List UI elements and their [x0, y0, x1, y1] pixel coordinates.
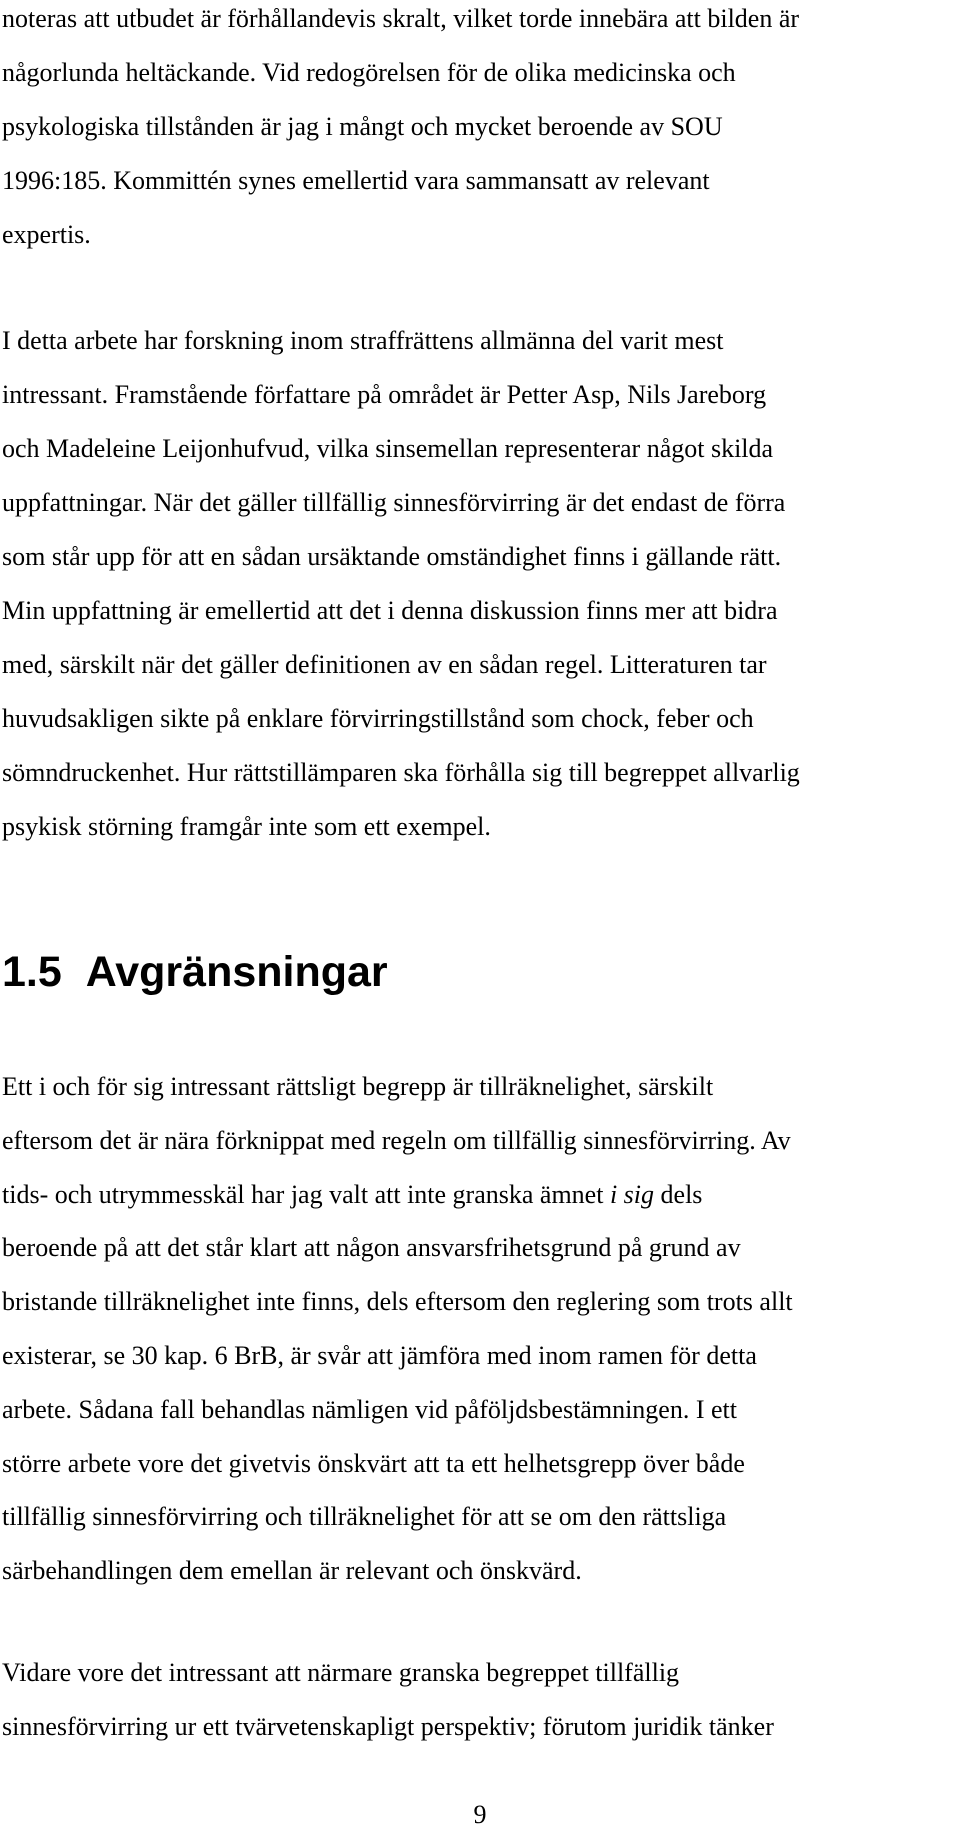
text-segment: dels — [654, 1179, 703, 1209]
text-line: med, särskilt när det gäller definitionen av en sådan regel. Litteraturen tar — [2, 650, 767, 679]
text-line: Min uppfattning är emellertid att det i denna diskussion finns mer att bidra — [2, 596, 778, 625]
italic-term: i sig — [609, 1179, 655, 1209]
paragraph-research — [2, 314, 952, 854]
text-line: huvudsakligen sikte på enklare förvirringstillstånd som chock, feber och — [2, 704, 754, 733]
text-line: intressant. Framstående författare på området är Petter Asp, Nils Jareborg — [2, 380, 767, 409]
paragraph-further — [2, 1646, 952, 1754]
text-line: noteras att utbudet är förhållandevis skralt, vilket torde innebära att bilden är — [2, 4, 800, 33]
text-line: beroende på att det står klart att någon ansvarsfrihetsgrund på grund av — [2, 1233, 741, 1263]
text-line: som står upp för att en sådan ursäktande omständighet finns i gällande rätt. — [2, 542, 782, 571]
paragraph-intro-continued — [2, 0, 952, 262]
text-line: existerar, se 30 kap. 6 BrB, är svår att jämföra med inom ramen för detta — [2, 1340, 757, 1370]
text-line: expertis. — [2, 220, 91, 249]
paragraph-limitations — [2, 1060, 952, 1598]
text-line: 1996:185. Kommittén synes emellertid vara sammansatt av relevant — [2, 166, 710, 195]
text-line: arbete. Sådana fall behandlas nämligen vid påföljdsbestämningen. I ett — [2, 1394, 737, 1424]
text-segment: tids- och utrymmesskäl har jag valt att inte granska ämnet — [2, 1179, 610, 1209]
text-line: Vidare vore det intressant att närmare granska begreppet tillfällig — [2, 1658, 680, 1687]
text-line: särbehandlingen dem emellan är relevant och önskvärd. — [2, 1556, 582, 1586]
text-line: någorlunda heltäckande. Vid redogörelsen för de olika medicinska och — [2, 58, 736, 87]
section-number: 1.5 — [2, 948, 62, 996]
text-line: sinnesförvirring ur ett tvärvetenskapligt perspektiv; förutom juridik tänker — [2, 1712, 774, 1741]
text-line: och Madeleine Leijonhufvud, vilka sinsemellan representerar något skilda — [2, 434, 774, 463]
page-number: 9 — [473, 1800, 487, 1829]
text-line: psykologiska tillstånden är jag i mångt och mycket beroende av SOU — [2, 112, 723, 141]
text-line: sömndruckenhet. Hur rättstillämparen ska förhålla sig till begreppet allvarlig — [2, 758, 800, 787]
text-line: större arbete vore det givetvis önskvärt att ta ett helhetsgrepp över både — [2, 1448, 745, 1478]
section-heading — [2, 945, 388, 999]
text-line: eftersom det är nära förknippat med regeln om tillfällig sinnesförvirring. Av — [2, 1125, 791, 1155]
text-line: Ett i och för sig intressant rättsligt begrepp är tillräknelighet, särskilt — [2, 1072, 714, 1101]
text-line: uppfattningar. När det gäller tillfällig sinnesförvirring är det endast de förra — [2, 488, 786, 517]
text-line: tillfällig sinnesförvirring och tillräknelighet för att se om den rättsliga — [2, 1502, 727, 1532]
text-line — [2, 1168, 952, 1222]
section-title: Avgränsningar — [85, 948, 388, 996]
text-line: bristande tillräknelighet inte finns, dels eftersom den reglering som trots allt — [2, 1287, 793, 1317]
text-line: I detta arbete har forskning inom straffrättens allmänna del varit mest — [2, 326, 724, 355]
text-line: psykisk störning framgår inte som ett exempel. — [2, 812, 491, 841]
